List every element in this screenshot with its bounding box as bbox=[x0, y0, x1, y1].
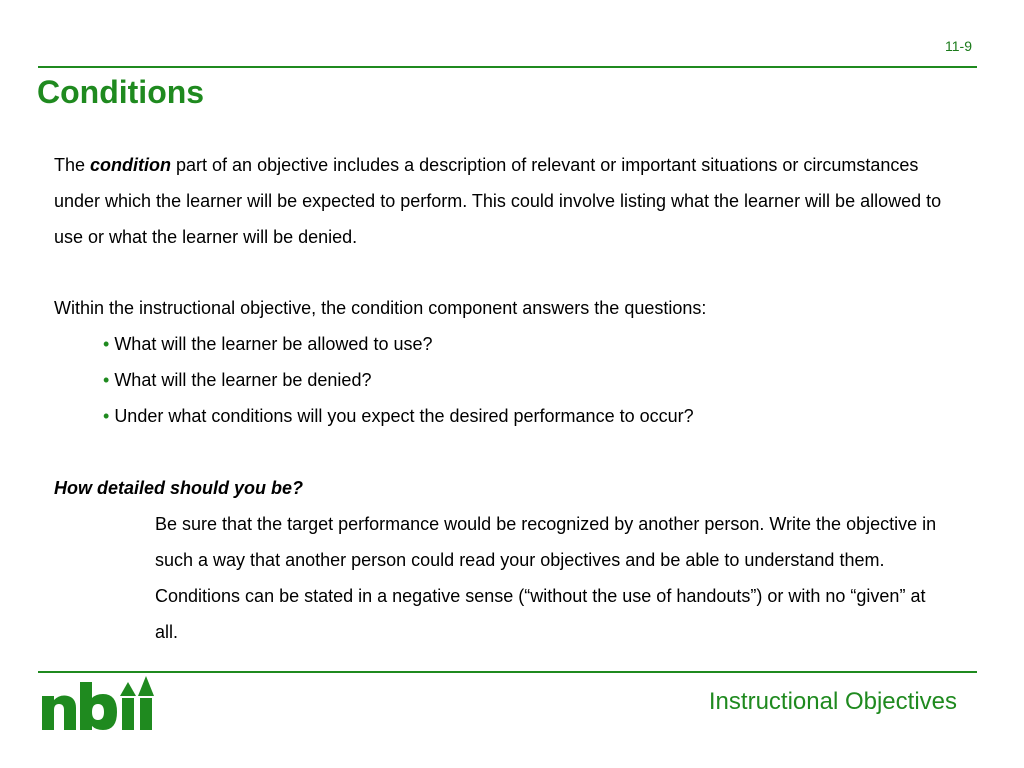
slide-number: 11-9 bbox=[945, 38, 972, 54]
bullet-icon: • bbox=[103, 370, 110, 390]
list-item: • Under what conditions will you expect the desired performance to occur? bbox=[103, 406, 694, 426]
question-list bbox=[103, 326, 694, 434]
intro-lead: The bbox=[54, 155, 91, 175]
questions-intro: Within the instructional objective, the condition component answers the questions: bbox=[54, 298, 707, 318]
intro-rest: part of an objective includes a description of relevant or important situations or circumstances under which the learner will be expected to perform. This could involve listing what the learner will be allowed to use or what the learner will be denied. bbox=[54, 155, 942, 247]
footer-divider bbox=[38, 671, 977, 673]
subheading: How detailed should you be? bbox=[54, 478, 304, 498]
slide-title: Conditions bbox=[37, 74, 205, 110]
bullet-icon: • bbox=[103, 334, 110, 354]
intro-emphasis: condition bbox=[90, 155, 172, 175]
intro-paragraph bbox=[54, 147, 964, 255]
header-divider bbox=[38, 66, 977, 68]
list-item: • What will the learner be denied? bbox=[103, 370, 372, 390]
list-item: • What will the learner be allowed to use? bbox=[103, 334, 433, 354]
nbii-logo-icon bbox=[40, 674, 162, 732]
footer-title: Instructional Objectives bbox=[708, 688, 957, 715]
detail-paragraph: Be sure that the target performance would be recognized by another person. Write the objective in such a way that another person could read your objectives and be able to understand them. Conditions can be stated in a negative sense (“without the use of handouts”) or with no “given” at all. bbox=[155, 514, 937, 642]
bullet-icon: • bbox=[103, 406, 110, 426]
